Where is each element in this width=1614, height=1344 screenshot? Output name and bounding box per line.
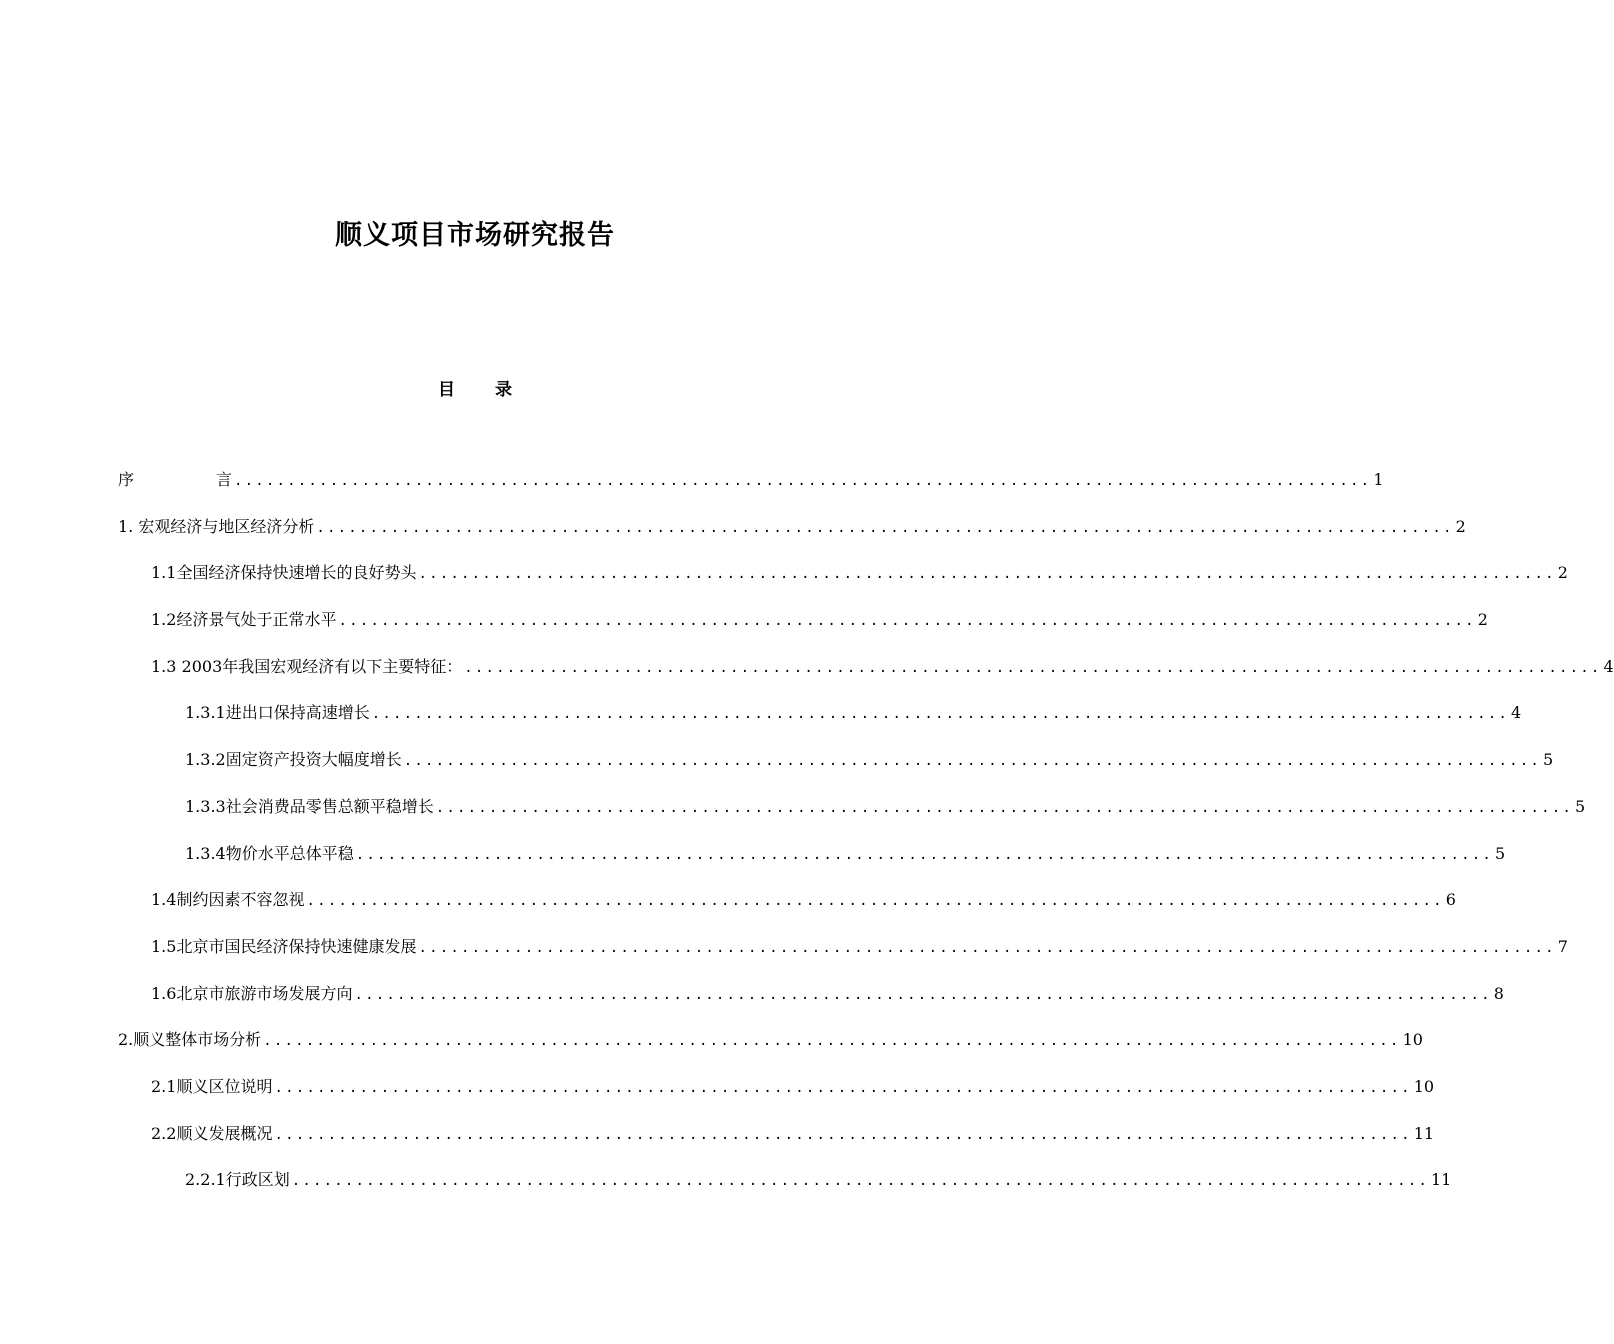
toc-entry[interactable]	[118, 933, 1568, 980]
toc-entry-page: 5	[1495, 843, 1506, 863]
toc-entry-page: 1	[1373, 470, 1384, 489]
toc-leader-dots: ...........................................................................................................	[263, 1033, 1401, 1050]
toc-entry[interactable]	[118, 653, 1614, 700]
toc-entry-preface[interactable]	[118, 466, 1384, 513]
toc-entry-label: 1.5北京市国民经济保持快速健康发展	[151, 936, 417, 956]
toc-entry-page: 7	[1557, 936, 1568, 956]
toc-entry-label: 1.3.4物价水平总体平稳	[185, 843, 354, 863]
toc-entry-label: 1.3.2固定资产投资大幅度增长	[185, 750, 402, 770]
toc-leader-dots: ...........................................................................................................	[306, 893, 1444, 910]
toc-entry-label: 1. 宏观经济与地区经济分析	[118, 516, 315, 536]
toc-entry-page: 10	[1402, 1030, 1423, 1050]
toc-entry[interactable]	[118, 746, 1554, 793]
toc-heading-char-2: 录	[495, 380, 512, 400]
table-of-contents	[118, 466, 1614, 1213]
toc-leader-dots: ...........................................................................................................	[316, 519, 1454, 536]
toc-entry-page: 6	[1445, 890, 1456, 910]
toc-entry-page: 5	[1575, 796, 1586, 816]
toc-entry-page: 4	[1511, 703, 1522, 723]
toc-leader-dots: ...........................................................................................................	[418, 939, 1556, 956]
toc-leader-dots: ...........................................................................................................	[355, 846, 1493, 863]
toc-entry[interactable]	[118, 1073, 1435, 1120]
toc-entry-label: 2.1顺义区位说明	[151, 1076, 273, 1096]
toc-entry-page: 2	[1455, 516, 1466, 536]
toc-entry-page: 8	[1493, 983, 1504, 1003]
toc-leader-dots: ...........................................................................................................	[274, 1126, 1412, 1143]
toc-heading	[0, 375, 950, 400]
toc-leader-dots: ...........................................................................................................	[338, 613, 1476, 630]
toc-entry-page: 11	[1431, 1170, 1452, 1190]
toc-leader-dots: ...........................................................................................................	[435, 799, 1573, 816]
toc-entry-label: 1.6北京市旅游市场发展方向	[151, 983, 353, 1003]
toc-entry[interactable]	[118, 559, 1568, 606]
toc-entry-label: 1.1全国经济保持快速增长的良好势头	[151, 563, 417, 583]
toc-entry[interactable]	[118, 1120, 1435, 1167]
toc-leader-dots: ...........................................................................................................	[464, 659, 1602, 676]
toc-entry[interactable]	[118, 840, 1506, 887]
toc-entry-page: 2	[1557, 563, 1568, 583]
toc-entry-label: 1.3 2003年我国宏观经济有以下主要特征：	[151, 656, 463, 676]
toc-entry[interactable]	[118, 980, 1504, 1027]
toc-entry-page: 4	[1603, 656, 1614, 676]
toc-entry[interactable]	[118, 1166, 1452, 1213]
toc-entry-label: 1.4制约因素不容忽视	[151, 890, 305, 910]
toc-heading-char-1: 目	[438, 380, 455, 400]
toc-leader-dots: ...........................................................................................................	[291, 1173, 1429, 1190]
toc-leader-dots: ...........................................................................................................	[234, 473, 1372, 489]
toc-entry-label: 序 言	[118, 470, 233, 489]
toc-entry[interactable]	[118, 793, 1586, 840]
toc-entry-page: 2	[1477, 610, 1488, 630]
toc-entry-label: 1.3.1进出口保持高速增长	[185, 703, 370, 723]
toc-entry[interactable]	[118, 886, 1456, 933]
toc-entry-label: 1.3.3社会消费品零售总额平稳增长	[185, 796, 434, 816]
toc-entry[interactable]	[118, 1026, 1423, 1073]
toc-leader-dots: ...........................................................................................................	[418, 566, 1556, 583]
toc-leader-dots: ...........................................................................................................	[274, 1079, 1412, 1096]
toc-entry-page: 10	[1413, 1076, 1435, 1096]
toc-leader-dots: ...........................................................................................................	[403, 753, 1541, 770]
toc-entry[interactable]	[118, 606, 1488, 653]
toc-leader-dots: ...........................................................................................................	[371, 706, 1509, 723]
toc-entry-label: 2.顺义整体市场分析	[118, 1030, 262, 1050]
toc-entry-label: 1.2经济景气处于正常水平	[151, 610, 337, 630]
toc-entry-label: 2.2.1行政区划	[185, 1170, 290, 1190]
toc-entry[interactable]	[118, 513, 1466, 560]
toc-leader-dots: ...........................................................................................................	[354, 986, 1492, 1003]
toc-entry-page: 11	[1413, 1123, 1435, 1143]
document-title: 顺义项目市场研究报告	[335, 220, 615, 251]
toc-entry[interactable]	[118, 699, 1522, 746]
toc-entry-page: 5	[1543, 750, 1554, 770]
toc-entry-label: 2.2顺义发展概况	[151, 1123, 273, 1143]
